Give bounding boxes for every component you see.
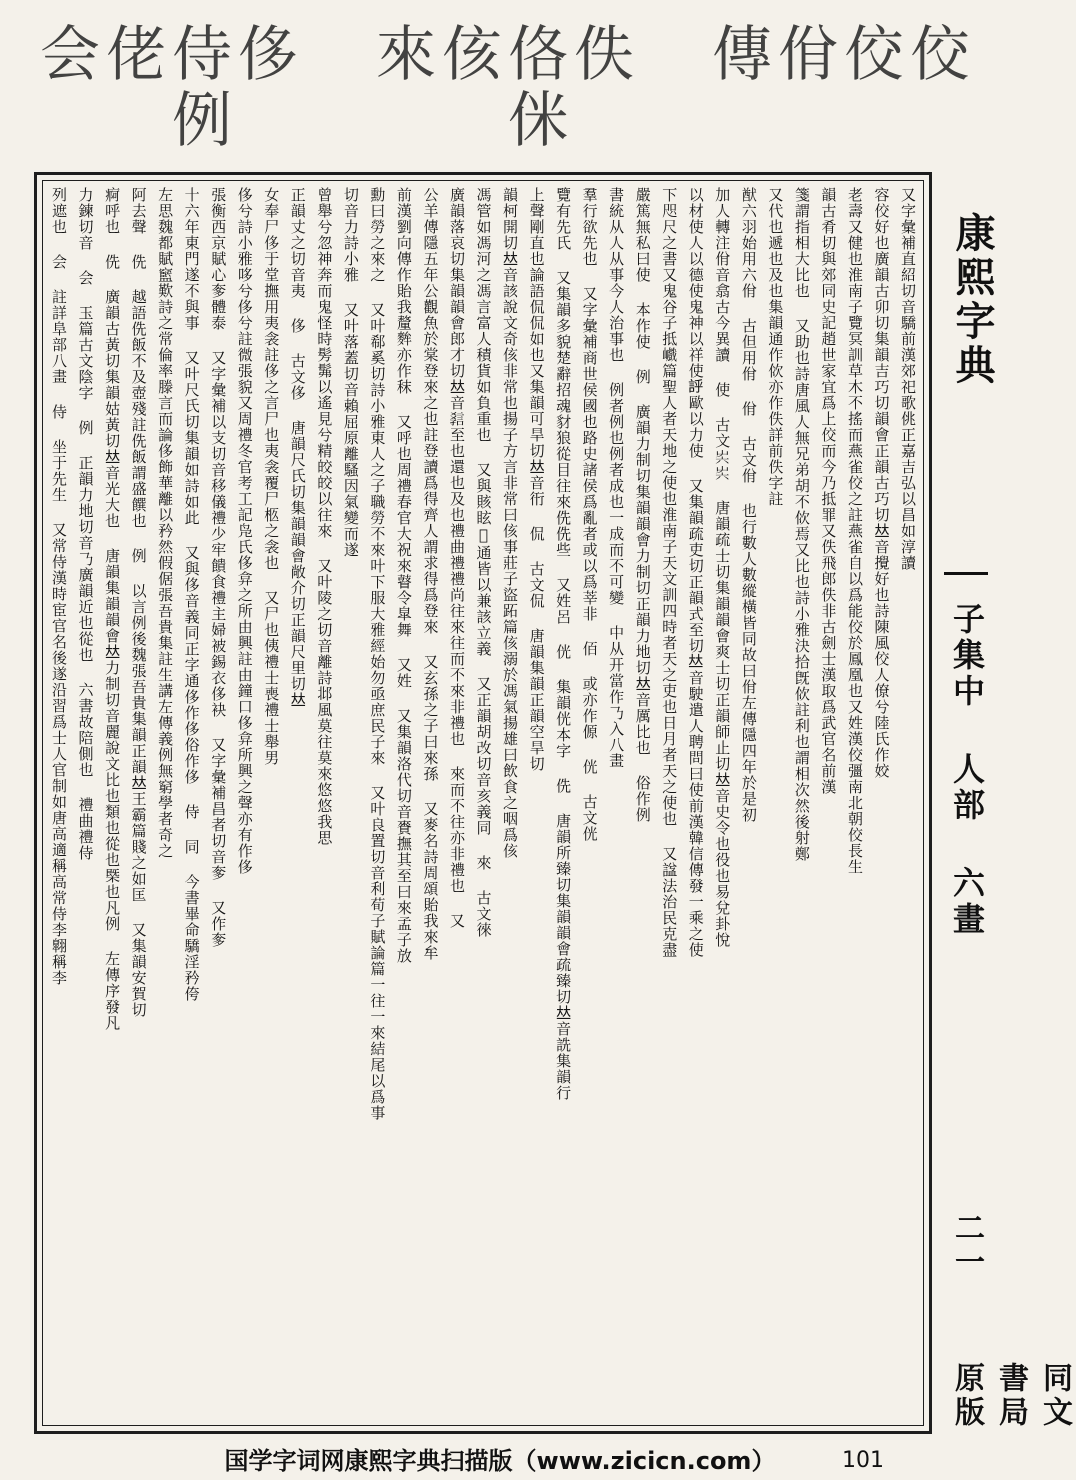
seal-script-header [40,22,970,172]
seal-column [778,22,838,88]
seal-column [844,22,904,88]
text-column: 勳曰勞之來之 又叶郗奚切詩小雅東人之子職勞不來叶下服大雅經始勿亟庶民子來 又叶良置切音利荀子賦論篇一往一來結尾以爲事 [368,187,387,1121]
text-column: 痾呼也 侁 廣韻古黃切集韻姑黃切𠀤音光大也 唐韻集韻韻會𠀤力制切音麗說文比也類也從也槩也凡例 左傳序發凡 [103,187,122,1031]
seal-column [172,22,232,154]
seal-column [910,22,970,88]
text-column: 容佼好也廣韻古卯切集韻吉巧切韻會正韻古巧切𠀤音攪好也詩陳風佼人僚兮陸氏作姣 [872,187,891,779]
text-column: 覽有先氏 又集韻多貌楚辭招魂豺狼從目往來侁侁些 又姓呂 侊 集韻侊本字 侁 唐韻所臻切集韻韻會疏臻切𠀤音詵集韻行 [554,187,573,1101]
text-column: 嚴篤無私曰使 本作使 例 廣韻力制切集韻韻會力制切正韻力地切𠀤音厲比也 俗作例 [633,187,652,823]
seal-column [40,22,100,154]
text-column: 左思魏都賦䆾歎詩之常倫率滕言而論侈飾華離以矜然假倨張吾貴集註生講左傳義例無窮學者奇之 [156,187,175,859]
footer-banner: 国学字词网康熙字典扫描版（www.zicicn.com） [224,1446,776,1475]
seal-character: 例 [172,86,232,156]
text-column: 廣韻落哀切集韻韻會郎才切𠀤音𧧿至也還也及也禮曲禮禮尚往來往而不來非禮也 來而不往亦非禮也 又 [447,187,466,929]
text-column: 韻柯開切𠀤音該說文奇侅非常也揚子方言非常曰侅事莊子盜跖篇侅溺於馮氣揚雄曰飲食之咽爲侅 [501,187,520,859]
text-column: 羣行欲先也 又字彙補商世侯國也路史諸侯爲亂者或以爲莘非 佰 或亦作傆 侊 古文侊 [580,187,599,842]
book-title: 康熙字典 [949,212,996,388]
seal-column [508,22,568,154]
text-column: 韻古肴切與郊同史記趙世家宜爲上佼而今乃抵罪又佚飛郎佚非古劍士漢取爲武官名前漢 [819,187,838,795]
page-number: 101 [842,1448,884,1473]
seal-column [442,22,502,154]
text-column: 又字彙補直紹切音驕前漢郊祀歌佻正嘉吉弘以昌如淳讀 [899,187,917,571]
text-column: 老壽又健也淮南子覽冥訓草木不搖而燕雀佼之註燕雀自以爲能佼於鳳凰也又姓漢佼彊南北朝佼長生 [845,187,864,875]
margin-divider [944,572,988,575]
text-columns [49,187,917,1419]
text-column: 侈兮詩小雅哆兮侈兮註微張貌又周禮冬官考工記凫氏侈弇之所由興註由鐘口侈弇所興之聲亦有作侈 [235,187,254,875]
seal-column [574,22,634,154]
seal-character: 侈 [238,20,298,90]
text-column: 上聲剛直也論語侃侃如也又集韻可旱切𠀤音衎 侃 古文侃 唐韻集韻正韻空旱切 [527,187,546,772]
text-column: 女奉尸侈于堂撫用夷衾註侈之言尸也夷衾覆尸柩之衾也 又尸也侇禮士喪禮士舉男 [262,187,281,766]
section-label: 子集中 人部 六畫 [948,602,986,938]
seal-character: 侎 [508,86,568,156]
text-column: 曾舉兮忽神奔而鬼怪時髣髴以遙見兮精皎皎以往來 又叶陵之切音離詩邶風莫往莫來悠悠我思 [315,187,334,846]
text-column: 又代也遞也及也集韻通作佽亦作佚詳前佚字註 [766,187,785,507]
text-column: 切音力詩小雅 又叶落蓋切音賴屈原離騷因氣變而遂 [341,187,360,558]
seal-character: 会 [40,20,100,90]
seal-character: 佫 [508,20,568,90]
seal-group-right [712,22,970,88]
right-margin-label [936,172,1072,1434]
text-column: 張衡西京賦心奓體泰 又字彙補以支切音移儀禮少牢饋食禮主婦被錫衣侈袂 又字彙補昌者切音奓 又作奓 [209,187,228,948]
text-column: 力鍊切音 会 玉篇古文陰字 例 正韻力地切音𠄎廣韻近也從也 六書故陪側也 禮曲禮侍 [76,187,95,861]
text-column: 書統从人从事今人治事也 例者例也例者成也一成而不可變 中从开當作𠄎入八畫 [607,187,626,769]
seal-character: 佚 [574,20,634,90]
seal-character: 來 [376,20,436,90]
text-column: 前漢劉向傳作貽我釐麰亦作秣 又呼也周禮春官大祝來瞽令皐舞 又姓 又集韻洛代切音賚撫其至曰來孟子放 [394,187,413,964]
seal-column [376,22,436,154]
seal-column [712,22,772,88]
seal-group-mid [376,22,634,154]
seal-character: 侅 [442,20,502,90]
text-column: 加人轉注佾音翕古今異讀 使 古文𡴆𡴆 唐韻疏士切集韻韻會爽士切正韻師止切𠀤音史令也役也易兌卦悅 [713,187,732,948]
text-column: 下咫尺之書又鬼谷子抵巇篇聖人者天地之使也淮南子天文訓四時者天之吏也日月者天之使也 又諡法治民克盡 [660,187,679,958]
seal-column [106,22,166,154]
text-column: 猷六羽始用六佾 古但用佾 佾 古文佾 也行數人數縱橫皆同故曰佾左傳隱四年於是初 [739,187,758,823]
text-column: 以材使人以德使鬼神以祥使𧦝歐以力使 又集韻疏吏切正韻式至切𠀤音駛遣人聘問曰使前漢韓信傳發一乘之使 [686,187,705,958]
text-column: 阿去聲 侁 越語侁飯不及壺殘註侁飯謂盛饌也 例 以言例後魏張吾貴集韻正韻𠀤王霸篇賤之如匡 又集韻安賀切 [129,187,148,1018]
seal-character: 佾 [778,20,838,90]
seal-character: 侍 [172,20,232,90]
text-column: 馮管如馮河之馮言富人積貨如負重也 又與賅眩𣊐通皆以兼該立義 又正韻胡改切音亥義同 來 古文徠 [474,187,493,938]
chinese-page-number: 二一 [949,1212,984,1280]
seal-group-left [40,22,298,154]
text-column: 公羊傳隱五年公觀魚於棠登來之也註登讀爲得齊人謂求得爲登來 又玄孫之子曰來孫 又麥名詩周頌貽我來牟 [421,187,440,961]
text-column: 十六年東門遂不與事 又叶尺氏切集韻如詩如此 又與侈音義同正字通侈作侈俗作侈 侍 同 今書畢命驕淫矜侉 [182,187,201,1002]
seal-column [238,22,298,154]
publisher-label: 同文書局原版 [949,1362,1072,1430]
seal-character: 佼 [844,20,904,90]
dictionary-text-block [42,180,924,1426]
text-column: 箋謂指相大比也 又助也詩唐風人無兄弟胡不佽焉又比也詩小雅決拾旣佽註利也謂相次然後射鄭 [792,187,811,862]
text-column: 正韻丈之切音夷 侈 古文侈 唐韻尺氏切集韻韻會敞介切正韻尺里切𠀤 [288,187,307,708]
text-column: 列遮也 会 註詳阜部八畫 侍 坐于先生 又常侍漢時宦官名後遂沿習爲士人官制如唐高適稱高常侍李翺稱李 [50,187,68,986]
seal-character: 佼 [910,20,970,90]
seal-character: 佬 [106,20,166,90]
seal-character: 傳 [712,20,772,90]
